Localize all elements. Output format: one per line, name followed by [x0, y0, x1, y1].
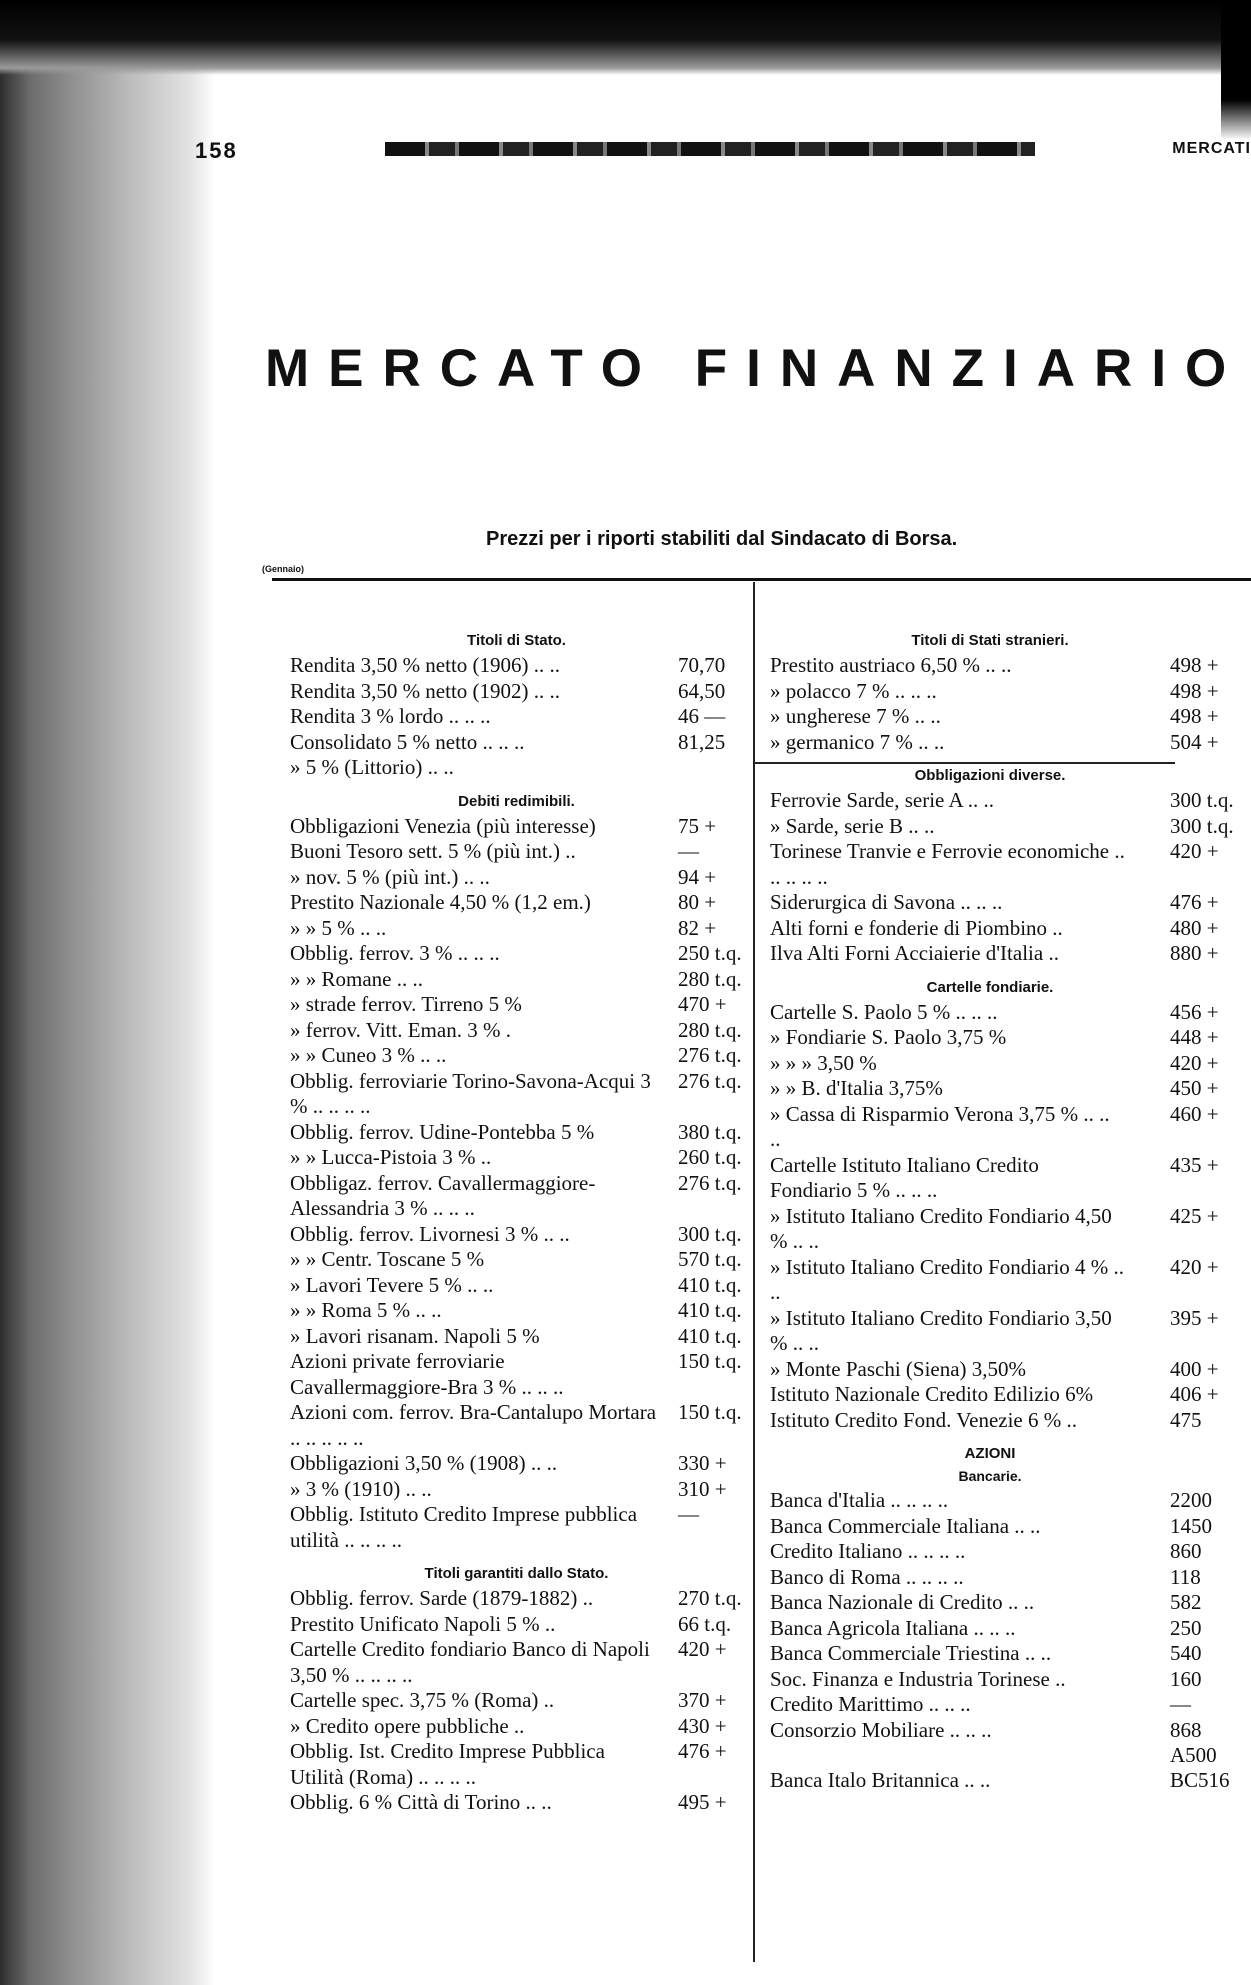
table-row: [770, 1667, 1210, 1693]
price-value: 150 t.q.: [678, 1400, 742, 1424]
security-name: Banca Commerciale Italiana .. ..: [770, 1513, 1041, 1538]
price-value: 425 +: [1170, 1203, 1219, 1228]
table-row: [770, 704, 1219, 730]
scan-shadow-left: [0, 0, 215, 1985]
table-row: [770, 1641, 1210, 1667]
security-name: Obbligazioni 3,50 % (1908) .. ..: [290, 1451, 558, 1475]
table-row: [770, 1305, 1219, 1357]
scan-shadow-corner: [1221, 0, 1251, 140]
security-name: Obblig. ferrov. Udine-Pontebba 5 %: [290, 1119, 595, 1144]
table-row: [290, 1069, 743, 1120]
table-row: [770, 1616, 1210, 1642]
table-row: [290, 1790, 743, 1816]
price-value: 250 t.q.: [678, 941, 742, 965]
price-value: 420 +: [1170, 1050, 1219, 1075]
security-name: Cartelle spec. 3,75 % (Roma) ..: [290, 1688, 555, 1712]
security-name: Banca Nazionale di Credito .. ..: [770, 1590, 1035, 1614]
section-heading-cartelle-fondiarie: Cartelle fondiarie.: [926, 978, 1054, 996]
table-row: [770, 1768, 1230, 1794]
table-row: [290, 1120, 743, 1146]
table-row: [770, 1565, 1210, 1591]
price-value: 582: [1170, 1590, 1202, 1614]
security-name: Soc. Finanza e Industria Torinese ..: [770, 1666, 1066, 1691]
price-value: 250: [1170, 1615, 1202, 1640]
table-row: [290, 941, 743, 967]
security-name: Cartelle Istituto Italiano Credito Fondiario 5 % .. .. ..: [770, 1152, 1039, 1202]
price-value: 400 +: [1170, 1356, 1219, 1381]
price-value: 456 +: [1170, 999, 1219, 1024]
price-value: 498 +: [1170, 653, 1219, 677]
section-heading-debiti-redimibili: Debiti redimibili.: [458, 792, 575, 810]
table-row: [290, 814, 743, 840]
security-name: » nov. 5 % (più int.) .. ..: [290, 864, 490, 889]
price-value: 66 t.q.: [678, 1611, 732, 1636]
security-name: Obblig. ferrov. 3 % .. .. ..: [290, 941, 500, 965]
price-value: 160: [1170, 1666, 1202, 1691]
table-row: [290, 1739, 743, 1790]
security-name: Ferrovie Sarde, serie A .. ..: [770, 788, 994, 812]
table-row: [290, 1400, 743, 1451]
table-row: [290, 865, 743, 891]
price-value: 300 t.q.: [1170, 813, 1234, 838]
security-name: Azioni com. ferrov. Bra-Cantalupo Mortara .. .. .. .. ..: [290, 1400, 657, 1450]
security-name: Prestito Unificato Napoli 5 % ..: [290, 1611, 556, 1636]
price-value: 880 +: [1170, 941, 1219, 965]
security-name: » » 5 % .. ..: [290, 915, 387, 940]
price-value: 118: [1170, 1564, 1201, 1589]
security-name: Credito Italiano .. .. .. ..: [770, 1539, 966, 1563]
table-row: [770, 1718, 1210, 1744]
table-row: [770, 1408, 1210, 1434]
security-name: Cartelle Credito fondiario Banco di Napoli 3,50 % .. .. .. ..: [290, 1637, 650, 1687]
table-row: [290, 992, 743, 1018]
price-value: 46 —: [678, 704, 726, 728]
security-name: Consolidato 5 % netto .. .. ..: [290, 729, 525, 754]
table-row: [290, 1298, 743, 1324]
price-value: —: [678, 839, 699, 863]
price-value: 70,70: [678, 653, 726, 677]
price-value: 260 t.q.: [678, 1145, 742, 1169]
security-name: Banca Italo Britannica .. ..: [770, 1768, 991, 1792]
table-row: [770, 678, 1219, 705]
security-name: Alti forni e fonderie di Piombino ..: [770, 915, 1063, 940]
price-value: 476 +: [678, 1739, 727, 1763]
security-name: » Lavori risanam. Napoli 5 %: [290, 1323, 540, 1348]
table-row: [770, 788, 1234, 814]
table-row: [290, 1324, 743, 1350]
price-value: 150 t.q.: [678, 1349, 742, 1373]
scan-shadow-top: [0, 0, 1251, 75]
price-value: BC516: [1170, 1768, 1230, 1792]
security-name: Obbligazioni Venezia (più interesse): [290, 813, 596, 838]
price-value: 435 +: [1170, 1152, 1219, 1177]
price-value: 1450: [1170, 1513, 1212, 1538]
table-row: [290, 1222, 743, 1248]
table-row: [290, 1502, 743, 1553]
table-row: [290, 1612, 743, 1638]
security-name: » germanico 7 % .. ..: [770, 729, 945, 754]
security-name: » polacco 7 % .. .. ..: [770, 678, 937, 703]
price-value: 498 +: [1170, 678, 1219, 703]
security-name: Rendita 3,50 % netto (1902) .. ..: [290, 678, 561, 703]
table-row: [770, 1152, 1219, 1204]
price-value: 81,25: [678, 729, 726, 754]
security-name: » Sarde, serie B .. ..: [770, 813, 935, 838]
price-value: 330 +: [678, 1451, 727, 1475]
security-name: Ilva Alti Forni Acciaierie d'Italia ..: [770, 941, 1059, 965]
table-row: [770, 1203, 1219, 1255]
month-label: (Gennaio): [262, 564, 304, 574]
price-value: 476 +: [1170, 890, 1219, 914]
price-value: 270 t.q.: [678, 1586, 742, 1610]
section-spacer: [770, 1794, 1210, 1800]
table-row: [770, 999, 1219, 1026]
security-name: » » B. d'Italia 3,75%: [770, 1076, 943, 1100]
security-name: » Fondiarie S. Paolo 3,75 %: [770, 1025, 1007, 1049]
table-row: [770, 1488, 1210, 1514]
table-row: [770, 1076, 1219, 1102]
security-name: » Istituto Italiano Credito Fondiario 3,50 % .. ..: [770, 1305, 1112, 1355]
security-name: » strade ferrov. Tirreno 5 %: [290, 992, 522, 1016]
price-value: 420 +: [1170, 1254, 1219, 1279]
price-value: 276 t.q.: [678, 1068, 742, 1093]
security-name: Banca d'Italia .. .. .. ..: [770, 1488, 949, 1512]
security-name: » 5 % (Littorio) .. ..: [290, 755, 454, 779]
security-name: Azioni private ferroviarie Cavallermaggiore-Bra 3 % .. .. ..: [290, 1349, 564, 1399]
table-row: [770, 729, 1219, 756]
price-value: 280 t.q.: [678, 1017, 742, 1042]
price-value: 2200: [1170, 1488, 1212, 1512]
security-name: Banca Commerciale Triestina .. ..: [770, 1641, 1052, 1665]
table-row: [770, 1743, 1217, 1768]
security-name: » Cassa di Risparmio Verona 3,75 % .. .. ..: [770, 1101, 1110, 1151]
price-value: A500: [1170, 1743, 1217, 1767]
table-row: [290, 1145, 743, 1171]
security-name: Buoni Tesoro sett. 5 % (più int.) ..: [290, 839, 576, 863]
table-row: [770, 1356, 1219, 1383]
table-row: [290, 1171, 743, 1222]
price-value: 480 +: [1170, 915, 1219, 940]
table-row: [770, 1692, 1210, 1718]
section-heading-titoli-garantiti-dallo-stato: Titoli garantiti dallo Stato.: [424, 1565, 609, 1582]
security-name: Obbligaz. ferrov. Cavallermaggiore-Alessandria 3 % .. .. ..: [290, 1170, 596, 1220]
security-name: Obblig. Istituto Credito Imprese pubblica utilità .. .. .. ..: [290, 1502, 638, 1552]
table-row: [770, 1382, 1219, 1408]
security-name: » Istituto Italiano Credito Fondiario 4 % .. ..: [770, 1254, 1125, 1304]
price-value: 450 +: [1170, 1076, 1219, 1100]
security-name: Obblig. ferrov. Livornesi 3 % .. ..: [290, 1221, 570, 1246]
table-row: [290, 730, 743, 756]
price-value: 860: [1170, 1539, 1202, 1563]
security-name: Torinese Tranvie e Ferrovie economiche .. .. .. .. ..: [770, 839, 1125, 889]
price-value: 406 +: [1170, 1382, 1219, 1406]
security-name: Siderurgica di Savona .. .. ..: [770, 890, 1003, 914]
table-row: [770, 1101, 1219, 1153]
price-value: 430 +: [678, 1713, 727, 1738]
table-row: [770, 653, 1219, 679]
security-name: Rendita 3 % lordo .. .. ..: [290, 704, 491, 728]
price-value: 380 t.q.: [678, 1119, 742, 1144]
price-value: 410 t.q.: [678, 1272, 742, 1297]
section-heading-titoli-di-stato: Titoli di Stato.: [467, 632, 566, 649]
price-value: 504 +: [1170, 729, 1219, 754]
security-name: Obblig. 6 % Città di Torino .. ..: [290, 1790, 552, 1814]
table-row: [770, 1590, 1210, 1616]
price-value: 420 +: [1170, 839, 1219, 863]
price-value: 448 +: [1170, 1025, 1219, 1049]
security-name: » » Centr. Toscane 5 %: [290, 1247, 485, 1271]
table-row: [770, 813, 1234, 840]
section-spacer: [290, 1816, 743, 1822]
section-heading-obbligazioni-diverse: Obbligazioni diverse.: [914, 767, 1066, 784]
price-value: 495 +: [678, 1790, 727, 1814]
security-name: Obblig. ferroviarie Torino-Savona-Acqui 3 % .. .. .. ..: [290, 1068, 651, 1118]
table-row: [290, 1688, 743, 1714]
price-value: 498 +: [1170, 704, 1219, 728]
table-row: [290, 1637, 743, 1688]
page-number: 158: [195, 138, 238, 163]
security-name: » Istituto Italiano Credito Fondiario 4,50 % .. ..: [770, 1203, 1112, 1253]
security-name: Banca Agricola Italiana .. .. ..: [770, 1615, 1016, 1640]
price-value: 410 t.q.: [678, 1298, 742, 1322]
table-row: [290, 1273, 743, 1299]
price-value: 460 +: [1170, 1101, 1219, 1126]
table-row: [290, 1714, 743, 1740]
security-name: » ungherese 7 % .. ..: [770, 704, 941, 728]
table-row: [290, 1247, 743, 1273]
table-row: [290, 704, 743, 730]
price-value: 280 t.q.: [678, 966, 742, 991]
security-name: Consorzio Mobiliare .. .. ..: [770, 1717, 992, 1742]
price-value: 470 +: [678, 992, 727, 1016]
table-row: [770, 1025, 1219, 1051]
column-divider: [753, 582, 755, 1962]
price-value: 300 t.q.: [678, 1221, 742, 1246]
security-name: » » » 3,50 %: [770, 1050, 877, 1075]
table-row: [290, 1451, 743, 1477]
security-name: Istituto Credito Fond. Venezie 6 % ..: [770, 1407, 1077, 1432]
table-row: [770, 915, 1219, 942]
table-row: [290, 679, 743, 705]
table-row: [290, 916, 743, 942]
table-row: [290, 967, 743, 993]
table-row: [770, 1254, 1219, 1306]
price-value: 420 +: [678, 1637, 727, 1661]
table-row: [290, 1349, 743, 1400]
table-row: [290, 653, 743, 679]
table-row: [770, 1539, 1210, 1565]
price-value: 75 +: [678, 813, 717, 838]
security-name: » 3 % (1910) .. ..: [290, 1476, 432, 1501]
table-top-rule: [272, 578, 1251, 581]
price-value: 395 +: [1170, 1305, 1219, 1330]
table-row: [290, 1018, 743, 1044]
running-head: MERCATI: [1172, 140, 1251, 157]
left-column: [290, 626, 743, 1822]
security-name: Istituto Nazionale Credito Edilizio 6%: [770, 1382, 1094, 1406]
security-name: Obblig. ferrov. Sarde (1879-1882) ..: [290, 1586, 594, 1610]
price-value: 540: [1170, 1641, 1202, 1665]
section-heading-titoli-di-stati-stranieri: Titoli di Stati stranieri.: [911, 632, 1069, 649]
table-row: [770, 839, 1219, 890]
table-row: [770, 1514, 1210, 1540]
security-name: Prestito austriaco 6,50 % .. ..: [770, 653, 1012, 677]
security-name: Banco di Roma .. .. .. ..: [770, 1564, 964, 1589]
price-value: 276 t.q.: [678, 1170, 742, 1195]
price-value: 410 t.q.: [678, 1323, 742, 1348]
table-row: [290, 1586, 743, 1612]
price-value: 80 +: [678, 890, 717, 914]
table-row: [290, 755, 743, 781]
price-value: 310 +: [678, 1476, 727, 1501]
security-name: » Monte Paschi (Siena) 3,50%: [770, 1356, 1027, 1381]
price-value: 82 +: [678, 915, 717, 940]
header-decorative-bar: [385, 142, 1035, 156]
table-row: [290, 1043, 743, 1069]
table-row: [770, 941, 1219, 967]
price-value: 300 t.q.: [1170, 788, 1234, 812]
section-heading-azioni: AZIONI: [964, 1445, 1016, 1462]
security-name: » » Cuneo 3 % .. ..: [290, 1043, 447, 1067]
price-value: 868: [1170, 1717, 1202, 1742]
security-name: » Credito opere pubbliche ..: [290, 1713, 525, 1738]
security-name: » » Lucca-Pistoia 3 % ..: [290, 1145, 492, 1169]
price-value: —: [678, 1502, 699, 1526]
security-name: Cartelle S. Paolo 5 % .. .. ..: [770, 999, 998, 1024]
security-name: Credito Marittimo .. .. ..: [770, 1692, 971, 1716]
price-value: 276 t.q.: [678, 1043, 742, 1067]
price-value: 94 +: [678, 864, 717, 889]
right-column: [770, 626, 1234, 1800]
table-row: [770, 890, 1219, 916]
price-value: 475: [1170, 1407, 1202, 1432]
table-row: [770, 1050, 1219, 1077]
page-title: MERCATO FINANZIARIO: [265, 339, 1246, 398]
section-subheading: Bancarie.: [958, 1468, 1022, 1484]
security-name: » » Roma 5 % .. ..: [290, 1298, 442, 1322]
price-value: 370 +: [678, 1688, 727, 1712]
price-value: —: [1170, 1692, 1191, 1716]
security-name: Rendita 3,50 % netto (1906) .. ..: [290, 653, 561, 677]
security-name: Prestito Nazionale 4,50 % (1,2 em.): [290, 890, 591, 914]
price-value: 570 t.q.: [678, 1247, 742, 1271]
security-name: » Lavori Tevere 5 % .. ..: [290, 1272, 494, 1297]
table-row: [290, 890, 743, 916]
price-value: 64,50: [678, 678, 726, 703]
table-row: [290, 1477, 743, 1503]
security-name: Obblig. Ist. Credito Imprese Pubblica Utilità (Roma) .. .. .. ..: [290, 1739, 605, 1789]
security-name: » » Romane .. ..: [290, 966, 423, 991]
table-row: [290, 839, 743, 865]
page-header: [195, 128, 1251, 168]
security-name: » ferrov. Vitt. Eman. 3 % .: [290, 1017, 511, 1042]
subtitle: Prezzi per i riporti stabiliti dal Sindacato di Borsa.: [486, 528, 958, 550]
